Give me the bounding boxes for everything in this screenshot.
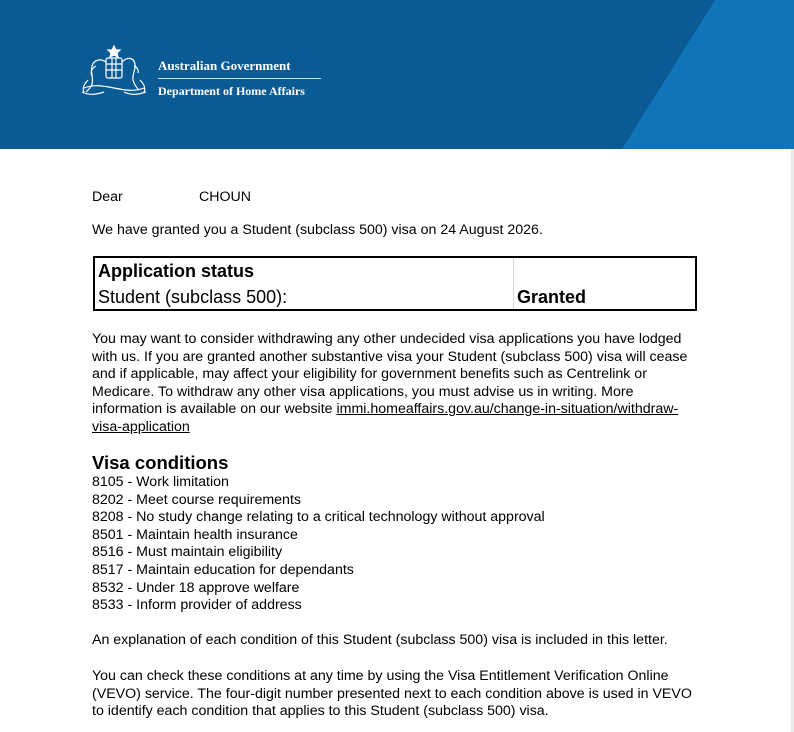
condition-item: 8516 - Must maintain eligibility xyxy=(92,544,283,561)
status-box-title: Application status xyxy=(98,261,255,281)
org-name-line2: Department of Home Affairs xyxy=(158,84,305,98)
application-status-box xyxy=(93,256,697,311)
org-name-line1: Australian Government xyxy=(158,58,321,79)
salutation: Dear xyxy=(92,189,123,205)
salutation-line xyxy=(92,189,252,205)
withdraw-paragraph xyxy=(92,331,692,436)
visa-status-value: Granted xyxy=(517,287,587,307)
recipient-name: CHOUN xyxy=(199,189,252,205)
conditions-heading: Visa conditions xyxy=(92,452,229,473)
condition-item: 8533 - Inform provider of address xyxy=(92,597,302,614)
letterhead-banner xyxy=(0,0,794,149)
condition-item: 8501 - Maintain health insurance xyxy=(92,526,298,543)
withdraw-visa-link[interactable]: immi.homeaffairs.gov.au/change-in-situation/withdraw-visa-application xyxy=(92,401,679,435)
condition-item: 8208 - No study change relating to a critical technology without approval xyxy=(92,509,545,526)
withdraw-text: You may want to consider withdrawing any other undecided visa applications you have lodged with us. If you are granted another substantive visa your Student (subclass 500) visa will cease and if applicable, may affect your eligibility for government benefits such as Centrelink or Medicare. To withdraw any other visa applications, you must advise us in writing. More information is available on our website xyxy=(92,331,688,417)
government-wordmark xyxy=(158,58,321,99)
status-divider xyxy=(513,258,514,309)
condition-item: 8532 - Under 18 approve welfare xyxy=(92,579,300,596)
explanation-paragraph: An explanation of each condition of this Student (subclass 500) visa is included in this letter. xyxy=(92,632,668,648)
condition-item: 8517 - Maintain education for dependants xyxy=(92,561,354,578)
grant-statement: We have granted you a Student (subclass 500) visa on 24 August 2026. xyxy=(92,222,543,238)
coat-of-arms-icon xyxy=(76,42,152,100)
condition-item: 8202 - Meet course requirements xyxy=(92,491,301,508)
visa-label: Student (subclass 500): xyxy=(98,287,288,307)
conditions-list xyxy=(92,474,545,615)
vevo-paragraph: You can check these conditions at any time by using the Visa Entitlement Verification Online (VEVO) service. The four-digit number presented next to each condition above is used in VEVO to identify each condition that applies to this Student (subclass 500) visa. xyxy=(92,668,692,719)
condition-item: 8105 - Work limitation xyxy=(92,474,229,490)
